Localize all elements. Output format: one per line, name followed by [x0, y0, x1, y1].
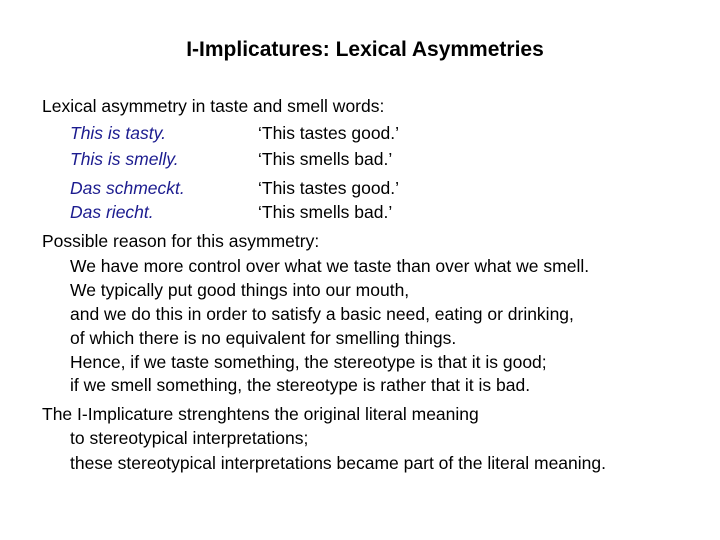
reason-line: We have more control over what we taste than over what we smell. — [70, 256, 590, 276]
example-phrase-smelly: This is smelly. — [70, 149, 179, 169]
example-phrase-riecht: Das riecht. — [70, 202, 154, 222]
reason-line: of which there is no equivalent for smelling things. — [70, 328, 457, 348]
conclusion-line: to stereotypical interpretations; — [70, 428, 309, 448]
conclusion-heading: The I-Implicature strenghtens the original literal meaning — [42, 404, 479, 424]
reason-line: Hence, if we taste something, the stereotype is that it is good; — [70, 352, 547, 372]
reason-line: if we smell something, the stereotype is rather that it is bad. — [70, 375, 531, 395]
reason-heading: Possible reason for this asymmetry: — [42, 231, 320, 251]
example-gloss-smelly: ‘This smells bad.’ — [258, 149, 393, 169]
example-phrase-tasty: This is tasty. — [70, 123, 166, 143]
slide-title: I-Implicatures: Lexical Asymmetries — [186, 38, 544, 61]
reason-line: and we do this in order to satisfy a basic need, eating or drinking, — [70, 304, 574, 324]
example-gloss-schmeckt: ‘This tastes good.’ — [258, 178, 400, 198]
conclusion-line: these stereotypical interpretations became part of the literal meaning. — [70, 453, 606, 473]
example-gloss-riecht: ‘This smells bad.’ — [258, 202, 393, 222]
reason-line: We typically put good things into our mouth, — [70, 280, 410, 300]
example-phrase-schmeckt: Das schmeckt. — [70, 178, 185, 198]
example-gloss-tasty: ‘This tastes good.’ — [258, 123, 400, 143]
intro-text: Lexical asymmetry in taste and smell words: — [42, 96, 385, 116]
